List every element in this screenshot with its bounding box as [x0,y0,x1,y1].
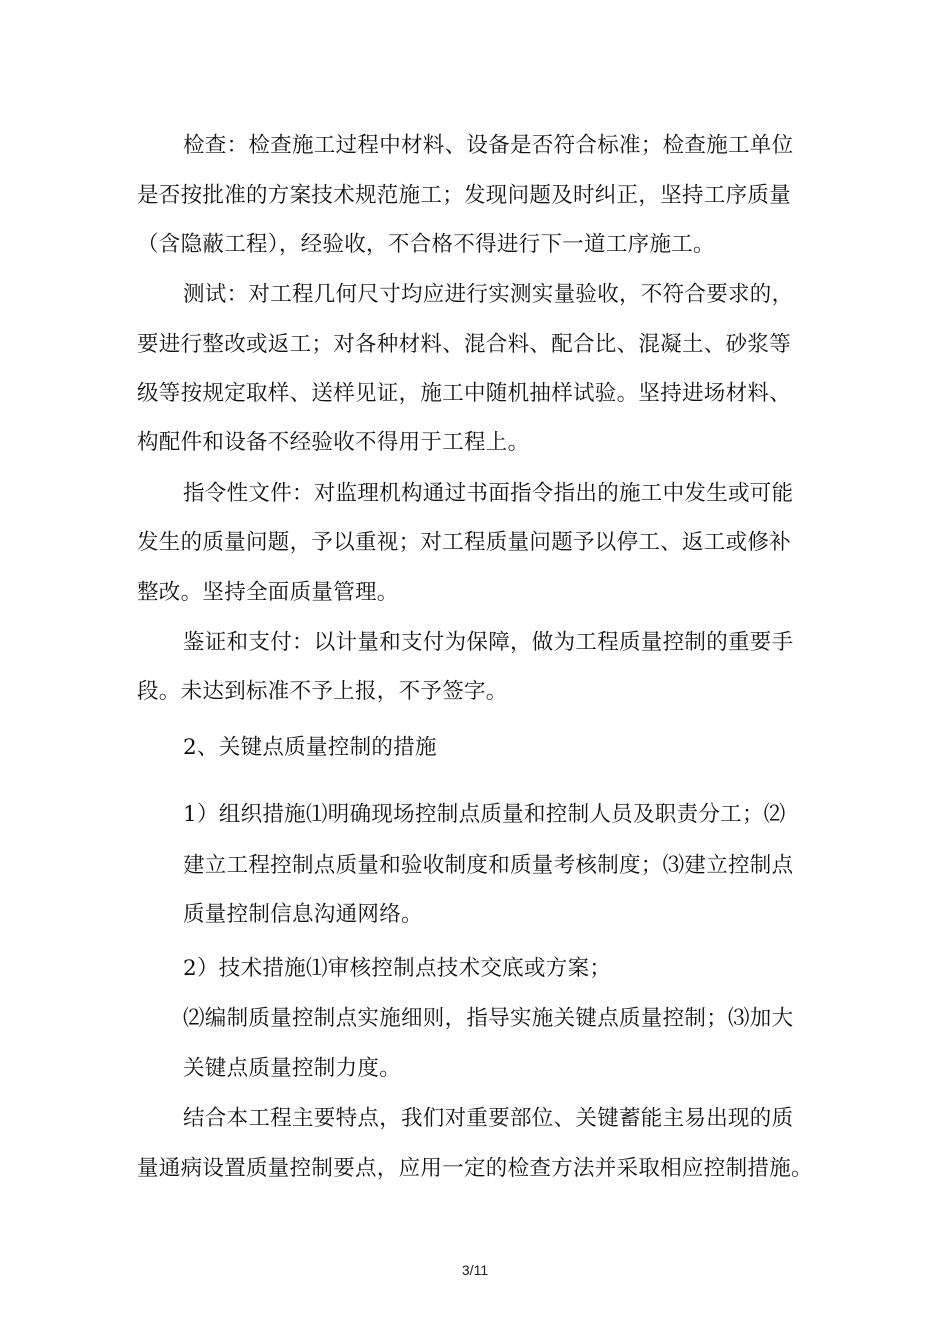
paragraph-line: 鉴证和支付：以计量和支付为保障，做为工程质量控制的重要手 [183,630,794,655]
paragraph-line: 建立工程控制点质量和验收制度和质量考核制度；⑶建立控制点 [183,853,794,878]
paragraph-line: 发生的质量问题，予以重视；对工程质量问题予以停工、返工或修补 [137,530,792,555]
paragraph-line: 段。未达到标准不予上报，不予签字。 [137,679,508,704]
paragraph-line: 是否按批准的方案技术规范施工；发现问题及时纠正，坚持工序质量 [137,183,792,208]
paragraph-line: 整改。坚持全面质量管理。 [137,580,399,605]
section-heading: 2、关键点质量控制的措施 [183,735,437,760]
paragraph-line: 结合本工程主要特点，我们对重要部位、关键蓄能主易出现的质 [183,1106,794,1131]
paragraph-line: 指令性文件：对监理机构通过书面指令指出的施工中发生或可能 [183,481,794,506]
paragraph-line: 2）技术措施⑴审核控制点技术交底或方案； [183,956,612,981]
paragraph-line: ⑵编制质量控制点实施细则，指导实施关键点质量控制；⑶加大 [183,1006,794,1031]
paragraph-line: 1）组织措施⑴明确现场控制点质量和控制人员及职责分工；⑵ [183,802,786,827]
page-number: 3/11 [461,1262,489,1278]
paragraph-line: 测试：对工程几何尺寸均应进行实测实量验收，不符合要求的， [183,282,794,307]
paragraph-line: 级等按规定取样、送样见证，施工中随机抽样试验。坚持进场材料、 [137,381,792,406]
paragraph-line: 量通病设置质量控制要点，应用一定的检查方法并采取相应控制措施。 [137,1156,813,1181]
paragraph-line: 要进行整改或返工；对各种材料、混合料、配合比、混凝土、砂浆等 [137,332,792,357]
paragraph-line: 关键点质量控制力度。 [183,1056,402,1081]
paragraph-line: 检查：检查施工过程中材料、设备是否符合标准；检查施工单位 [183,133,794,158]
paragraph-line: 质量控制信息沟通网络。 [183,902,423,927]
paragraph-line: （含隐蔽工程），经验收，不合格不得进行下一道工序施工。 [137,232,715,257]
paragraph-line: 构配件和设备不经验收不得用于工程上。 [137,430,530,455]
